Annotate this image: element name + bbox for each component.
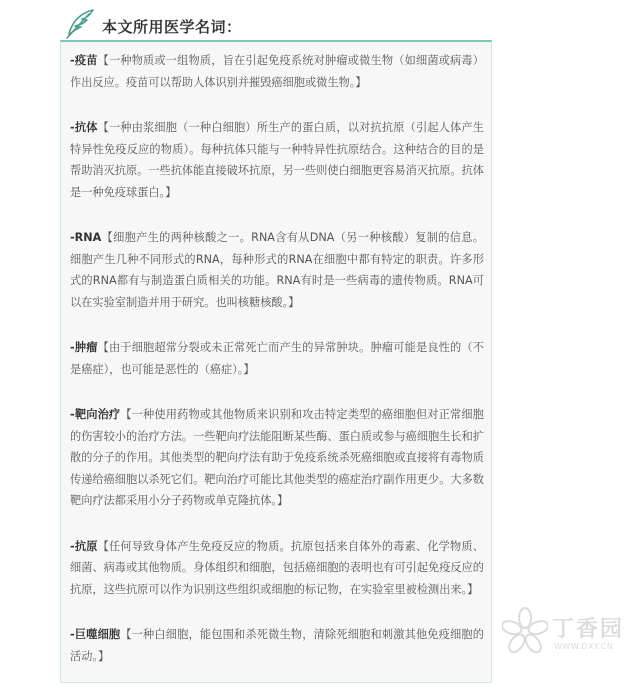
term-definition: 【一种白细胞，能包围和杀死微生物，清除死细胞和刺激其他免疫细胞的活动。】 [70,628,484,663]
glossary-entry-antibody [70,117,484,203]
term-name: -肿瘤 [70,341,98,354]
term-name: -抗体 [70,121,98,134]
glossary-list [70,50,484,691]
term-definition: 【细胞产生的两种核酸之一。RNA含有从DNA（另一种核酸）复制的信息。细胞产生几种不同形式的RNA，每种形式的RNA在细胞中都有特定的职责。许多形式的RNA都有与制造蛋白质相关的功能。RNA有时是一些病毒的遗传物质。RNA可以在实验室制造并用于研究。也叫核糖核酸。】 [70,231,484,309]
glossary-entry-antigen [70,536,484,601]
glossary-entry-vaccine [70,50,484,93]
term-name: -巨噬细胞 [70,628,121,641]
glossary-entry-tumor [70,337,484,380]
term-definition: 【任何导致身体产生免疫反应的物质。抗原包括来自体外的毒素、化学物质、细菌、病毒或其他物质。身体组织和细胞，包括癌细胞的表明也有可引起免疫反应的抗原，这些抗原可以作为识别这些组织或细胞的标记物，在实验室里被检测出来。】 [70,539,484,596]
watermark-logo-icon [502,606,548,658]
feather-quill-icon [62,7,98,41]
glossary-entry-macrophage [70,624,484,667]
term-name: -RNA [70,231,102,244]
watermark [502,604,632,660]
term-name: -靶向治疗 [70,408,121,421]
watermark-url: WWW.DXY.CN [554,642,614,651]
watermark-name: 丁香园 [552,617,625,642]
term-definition: 【一种物质或一组物质，旨在引起免疫系统对肿瘤或微生物（如细菌或病毒）作出反应。疫苗可以帮助人体识别并摧毁癌细胞或微生物。】 [70,54,484,89]
term-name: -疫苗 [70,54,98,67]
section-title: 本文所用医学名词： [102,17,242,36]
term-definition: 【一种使用药物或其他物质来识别和攻击特定类型的癌细胞但对正常细胞的伤害较小的治疗方法。一些靶向疗法能阻断某些酶、蛋白质或参与癌细胞生长和扩散的分子的作用。其他类型的靶向疗法有助于免疫系统杀死癌细胞或直接将有毒物质传递给癌细胞以杀死它们。靶向治疗可能比其他类型的癌症治疗副作用更少。大多数靶向疗法都采用小分子药物或单克隆抗体。】 [70,408,484,507]
glossary-entry-rna [70,227,484,313]
term-name: -抗原 [70,539,98,553]
term-definition: 【一种由浆细胞（一种白细胞）所生产的蛋白质，以对抗抗原（引起人体产生特异性免疫反应的物质）。每种抗体只能与一种特异性抗原结合。这种结合的目的是帮助消灭抗原。一些抗体能直接破坏抗原，另一些则使白细胞更容易消灭抗原。抗体是一种免疫球蛋白。】 [70,121,484,199]
glossary-entry-targeted-therapy [70,404,484,512]
section-header [62,6,242,42]
term-definition: 【由于细胞超常分裂或未正常死亡而产生的异常肿块。肿瘤可能是良性的（不是癌症），也可能是恶性的（癌症）。】 [70,341,484,376]
